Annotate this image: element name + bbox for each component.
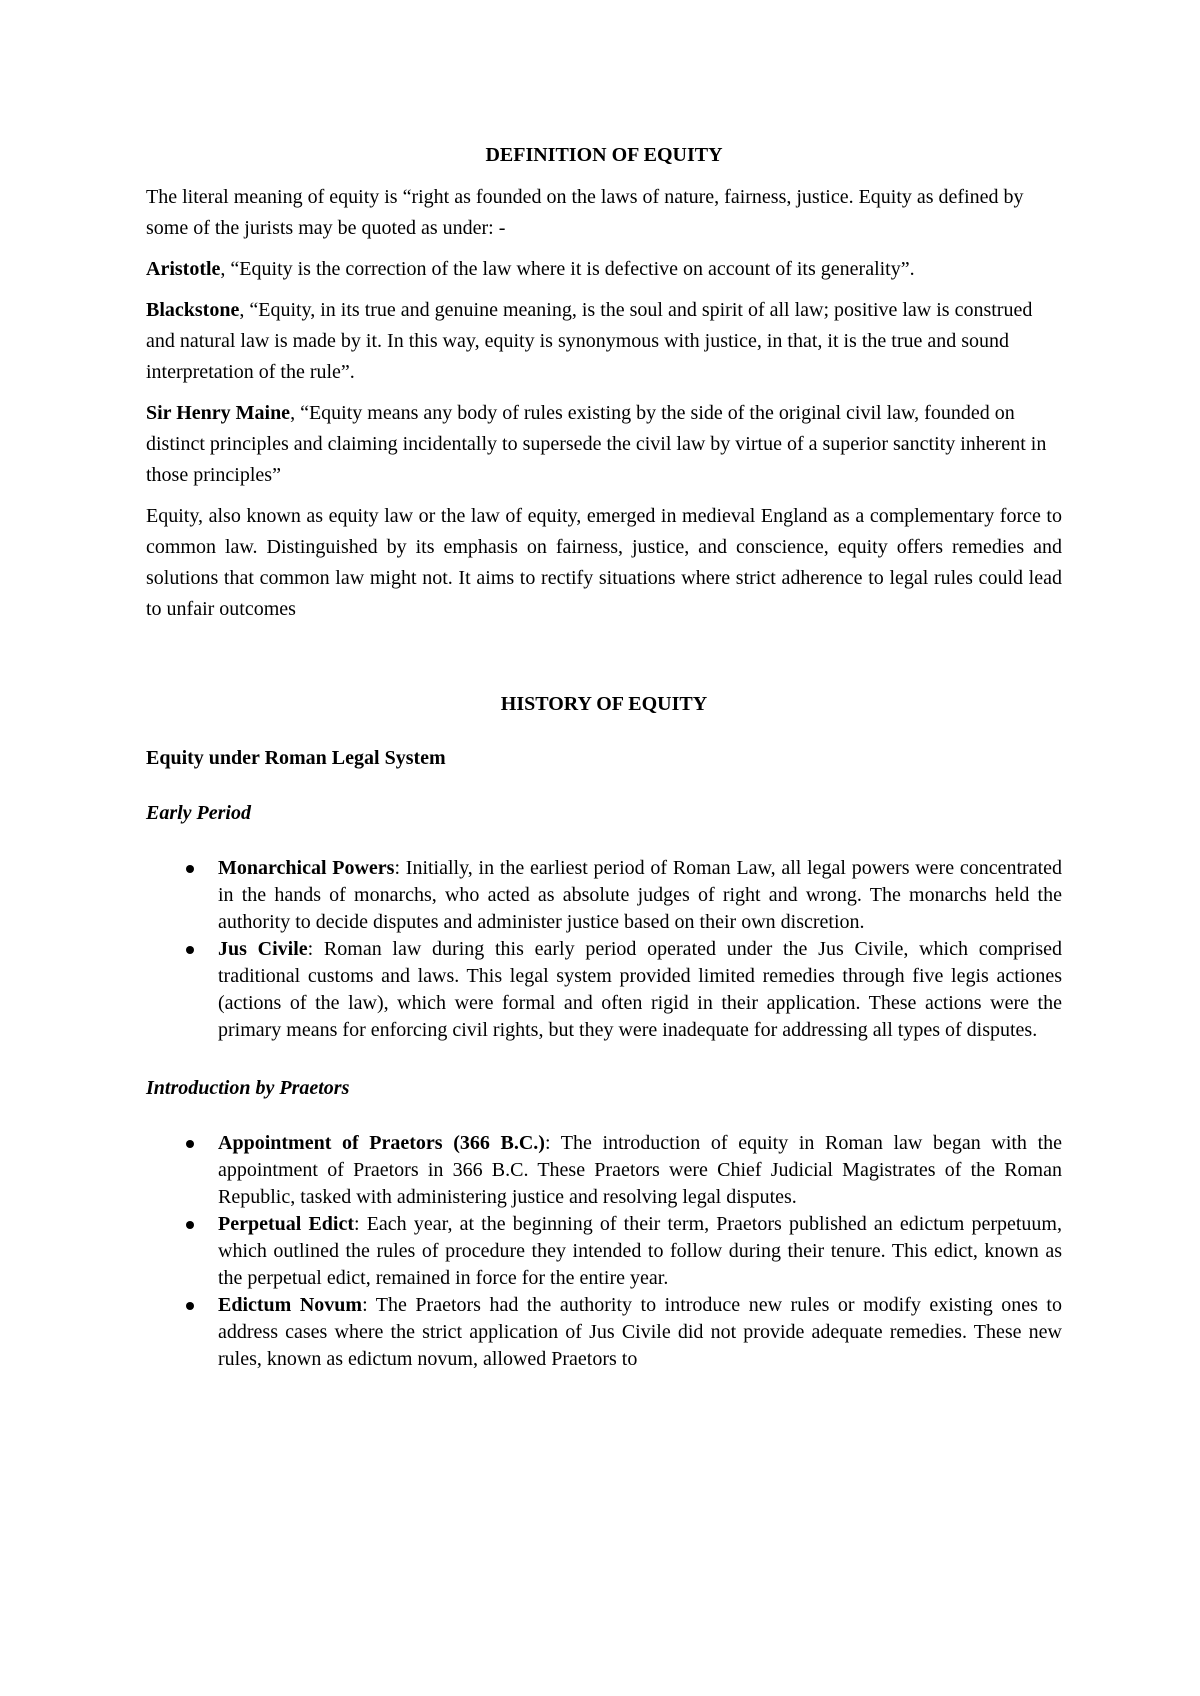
document-page [146,142,1062,1373]
item-text: : The Praetors had the authority to introduce new rules or modify existing ones to address cases where the strict application of Jus Civile did not provide adequate remedies. These new rules, known as edictum novum, allowed Praetors to [218,1294,1062,1370]
quote-author: Blackstone [146,299,240,321]
praetors-title: Introduction by Praetors [146,1077,350,1099]
item-term: Appointment of Praetors (366 B.C.) [218,1132,545,1154]
definition-summary: Equity, also known as equity law or the law of equity, emerged in medieval England as a complementary force to common law. Distinguished by its emphasis on fairness, justice, and conscience, equity offers remedies and solutions that common law might not. It aims to rectify situations where strict adherence to legal rules could lead to unfair outcomes [146,505,1062,620]
item-term: Edictum Novum [218,1294,363,1316]
bullet-icon [186,1221,194,1229]
item-text: : Each year, at the beginning of their term, Praetors published an edictum perpetuum, which outlined the rules of procedure they intended to follow during their tenure. This edict, known as the perpetual edict, remained in force for the entire year. [218,1213,1062,1289]
roman-system-subheading: Equity under Roman Legal System [146,747,446,769]
item-text: : The introduction of equity in Roman law began with the appointment of Praetors in 366 B.C. These Praetors were Chief Judicial Magistrates of the Roman Republic, tasked with administering justice and resolving legal disputes. [218,1132,1063,1208]
list-item [146,936,1062,1044]
bullet-icon [186,865,194,873]
definition-heading: DEFINITION OF EQUITY [485,144,723,166]
quote-text: , “Equity, in its true and genuine meaning, is the soul and spirit of all law; positive law is construed and natural law is made by it. In this way, equity is synonymous with justice, in that, it is the true and sound interpretation of the rule”. [146,299,1033,383]
definition-intro: The literal meaning of equity is “right as founded on the laws of nature, fairness, justice. Equity as defined by some of the jurists may be quoted as under: - [146,186,1024,239]
quote-blackstone [146,295,1062,388]
list-item [146,1130,1062,1211]
list-item [146,855,1062,936]
item-term: Perpetual Edict [218,1213,355,1235]
quote-author: Aristotle [146,258,221,280]
early-period-list [146,855,1062,1044]
quote-text: , “Equity means any body of rules existing by the side of the original civil law, founded on distinct principles and claiming incidentally to supersede the civil law by virtue of a superior sanctity inherent in those principles” [146,402,1047,486]
item-term: Jus Civile [218,938,308,960]
bullet-icon [186,946,194,954]
early-period-title: Early Period [146,802,251,824]
item-text: : Roman law during this early period operated under the Jus Civile, which comprised traditional customs and laws. This legal system provided limited remedies through five legis actiones (actions of the law), which were formal and often rigid in their application. These actions were the primary means for enforcing civil rights, but they were inadequate for addressing all types of disputes. [218,938,1063,1041]
quote-aristotle [146,254,1062,285]
bullet-icon [186,1140,194,1148]
quote-maine [146,398,1062,491]
list-item [146,1292,1062,1373]
history-heading: HISTORY OF EQUITY [500,693,708,715]
item-text: : Initially, in the earliest period of Roman Law, all legal powers were concentrated in the hands of monarchs, who acted as absolute judges of right and wrong. The monarchs held the authority to decide disputes and administer justice based on their own discretion. [218,857,1063,933]
quote-text: , “Equity is the correction of the law where it is defective on account of its generality”. [220,258,915,280]
quote-author: Sir Henry Maine [146,402,291,424]
praetors-list [146,1130,1062,1373]
item-term: Monarchical Powers [218,857,395,879]
bullet-icon [186,1302,194,1310]
list-item [146,1211,1062,1292]
